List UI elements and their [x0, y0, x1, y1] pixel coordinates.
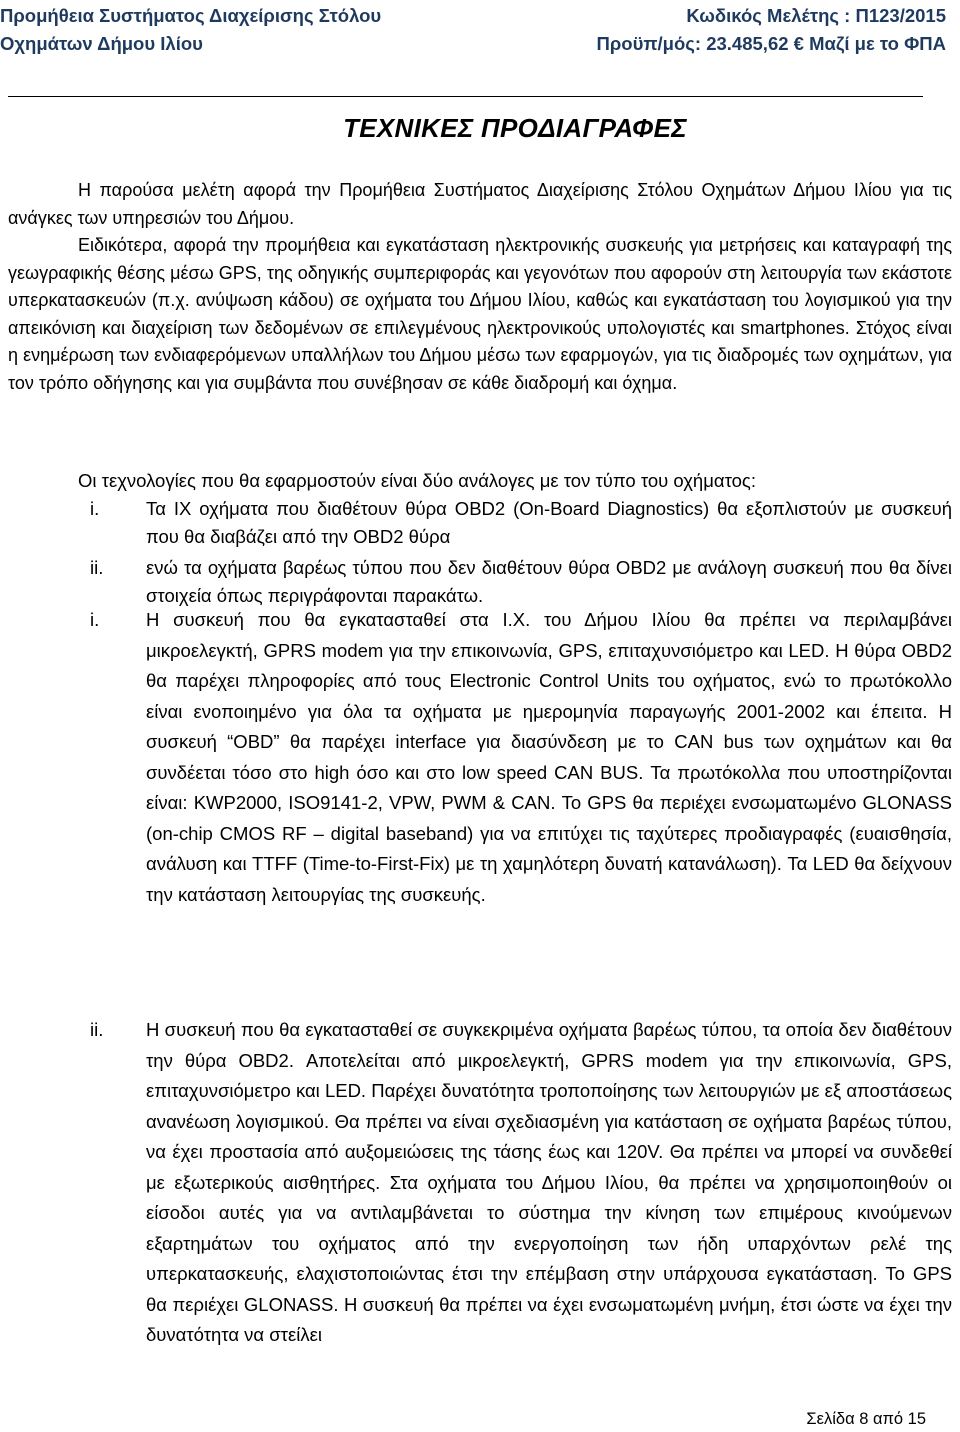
technology-list	[8, 495, 952, 610]
list-item	[8, 554, 952, 610]
list-item-text: ενώ τα οχήματα βαρέως τύπου που δεν διαθέτουν θύρα OBD2 με ανάλογη συσκευή που θα δίνει στοιχεία όπως περιγράφονται παρακάτω.	[146, 557, 952, 606]
header-left-line1: Προμήθεια Συστήματος Διαχείρισης Στόλου	[0, 5, 382, 26]
list-marker: ii.	[90, 1019, 104, 1040]
device-spec-list-item-2	[8, 1015, 952, 1351]
list-item	[8, 605, 952, 910]
paragraph-technologies: Οι τεχνολογίες που θα εφαρμοστούν είναι δύο ανάλογες με τον τύπο του οχήματος:	[78, 470, 756, 491]
header-right-line2: Προϋπ/μός: 23.485,62 € Μαζί με το ΦΠΑ	[596, 33, 946, 54]
header-divider	[8, 96, 923, 97]
list-item-text: Η συσκευή που θα εγκατασταθεί σε συγκεκριμένα οχήματα βαρέως τύπου, τα οποία δεν διαθέτουν την θύρα OBD2. Αποτελείται από μικροελεγκτή, GPRS modem για την επικοινωνία, GPS, επιταχυνσιόμετρο και LED. Παρέχει δυνατότητα τροποποίησης των λειτουργιών με εξ αποστάσεως ανανέωση λογισμικού. Θα πρέπει να είναι σχεδιασμένη για κατάσταση σε οχήματα βαρέως τύπου, να έχει προστασία από αυξομειώσεις της τάσης έως και 120V. Θα πρέπει να μπορεί να συνδεθεί με εξωτερικούς αισθητήρες. Στα οχήματα του Δήμου Ιλίου, θα πρέπει να χρησιμοποιηθούν οι είσοδοι αυτές για να αντιλαμβάνεται το σύστημα την κίνηση των επιμέρους κινούμενων εξαρτημάτων του οχήματος από την ενεργοποίηση των ήδη υπαρχόντων ρελέ της υπερκατασκευής, ελαχιστοποιώντας έτσι την επέμβαση στην υπάρχουσα εγκατάσταση. Το GPS θα περιέχει GLONASS. Η συσκευή θα πρέπει να έχει ενσωματωμένη μνήμη, έτσι ώστε να έχει την δυνατότητα να στείλει	[146, 1019, 952, 1345]
header-left-line2: Οχημάτων Δήμου Ιλίου	[0, 33, 203, 54]
section-title: ΤΕΧΝΙΚΕΣ ΠΡΟΔΙΑΓΡΑΦΕΣ	[343, 113, 687, 143]
list-item	[8, 1015, 952, 1351]
list-item	[8, 495, 952, 551]
paragraph-details: Ειδικότερα, αφορά την προμήθεια και εγκατάσταση ηλεκτρονικής συσκευής για μετρήσεις και καταγραφή της γεωγραφικής θέσης μέσω GPS, της οδηγικής συμπεριφοράς και γεγονότων που αφορούν στη λειτουργία των εκάστοτε υπερκατασκευών (π.χ. ανύψωση κάδου) σε οχήματα του Δήμου Ιλίου, καθώς και εγκατάσταση του λογισμικού για την απεικόνιση και διαχείριση των δεδομένων σε επιλεγμένους ηλεκτρονικούς υπολογιστές και smartphones. Στόχος είναι η ενημέρωση των ενδιαφερόμενων υπαλλήλων του Δήμου μέσω των εφαρμογών, για τις διαδρομές των οχημάτων, για τον τρόπο οδήγησης και για συμβάντα που συνέβησαν σε κάθε διαδρομή και όχημα.	[8, 235, 952, 393]
page-header	[0, 2, 960, 82]
header-project-title	[0, 2, 470, 58]
header-project-code	[546, 2, 946, 58]
header-right-line1: Κωδικός Μελέτης : Π123/2015	[686, 5, 946, 26]
list-marker: i.	[90, 498, 100, 519]
list-item-text: Τα ΙΧ οχήματα που διαθέτουν θύρα OBD2 (On-Board Diagnostics) θα εξοπλιστούν με συσκευή που θα διαβάζει από την OBD2 θύρα	[146, 498, 952, 547]
paragraph-intro: Η παρούσα μελέτη αφορά την Προμήθεια Συστήματος Διαχείρισης Στόλου Οχημάτων Δήμου Ιλίου για τις ανάγκες των υπηρεσιών του Δήμου.	[8, 180, 952, 228]
list-item-text: Η συσκευή που θα εγκατασταθεί στα Ι.Χ. του Δήμου Ιλίου θα πρέπει να περιλαμβάνει μικροελεγκτή, GPRS modem για την επικοινωνία, GPS, επιταχυνσιόμετρο και LED. Η θύρα OBD2 θα παρέχει πληροφορίες από τους Electronic Control Units του οχήματος, ενώ το πρωτόκολλο είναι ενοποιημένο για όλα τα οχήματα με ημερομηνία παραγωγής 2001-2002 και έπειτα. Η συσκευή “OBD” θα παρέχει interface για διασύνδεση με το CAN bus των οχημάτων και θα συνδέεται τόσο στο high όσο και στο low speed CAN BUS. Τα πρωτόκολλα που υποστηρίζονται είναι: KWP2000, ISO9141-2, VPW, PWM & CAN. Το GPS θα περιέχει ενσωματωμένο GLONASS (on-chip CMOS RF – digital baseband) για να επιτύχει τις ταχύτερες προδιαγραφές (ευαισθησία, ανάλυση και TTFF (Time-to-First-Fix) με τη χαμηλότερη δυνατή κατανάλωση). Τα LED θα δείχνουν την κατάσταση λειτουργίας της συσκευής.	[146, 609, 952, 905]
page-number: Σελίδα 8 από 15	[806, 1410, 926, 1428]
device-spec-list-item-1	[8, 605, 952, 910]
footer-divider	[8, 1398, 923, 1399]
list-marker: ii.	[90, 557, 104, 578]
list-marker: i.	[90, 609, 100, 630]
